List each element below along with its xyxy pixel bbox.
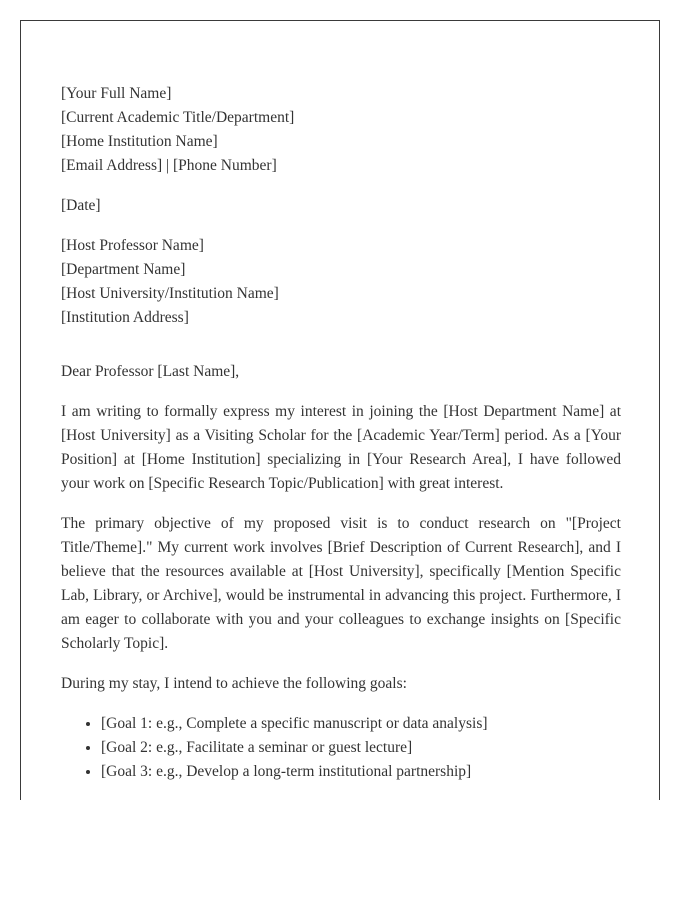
recipient-address: [Institution Address] (61, 309, 189, 326)
salutation: Dear Professor [Last Name], (61, 363, 240, 380)
paragraph-intro: I am writing to formally express my interest in joining the [Host Department Name] at [Host University] as a Visiting Scholar for the [Academic Year/Term] period. As a [Your Position] at [Home Institution] specializing in [Your Research Area], I have followed your work on [Specific Research Topic/Publication] with great interest. (61, 403, 621, 492)
goal-item: • [Goal 2: e.g., Facilitate a seminar or guest lecture] (101, 736, 621, 760)
sender-name: [Your Full Name] (61, 85, 172, 102)
date-line (61, 194, 621, 218)
goal-item: • [Goal 1: e.g., Complete a specific manuscript or data analysis] (101, 712, 621, 736)
paragraph-objective: The primary objective of my proposed visit is to conduct research on "[Project Title/Theme]." My current work involves [Brief Description of Current Research], and I believe that the resources available at [Host University], specifically [Mention Specific Lab, Library, or Archive], would be instrumental in advancing this project. Furthermore, I am eager to collaborate with you and your colleagues to exchange insights on [Specific Scholarly Topic]. (61, 515, 621, 652)
letter-date: [Date] (61, 197, 101, 214)
sender-block (61, 82, 621, 178)
paragraph-goals-intro: During my stay, I intend to achieve the following goals: (61, 675, 407, 692)
goal-item: • [Goal 3: e.g., Develop a long-term institutional partnership] (101, 760, 621, 784)
goals-list (61, 712, 621, 784)
sender-contact: [Email Address] | [Phone Number] (61, 157, 277, 174)
recipient-institution: [Host University/Institution Name] (61, 285, 279, 302)
recipient-department: [Department Name] (61, 261, 186, 278)
letter-body (61, 82, 621, 784)
sender-institution: [Home Institution Name] (61, 133, 218, 150)
recipient-name: [Host Professor Name] (61, 237, 204, 254)
recipient-block (61, 234, 621, 330)
sender-title: [Current Academic Title/Department] (61, 109, 295, 126)
